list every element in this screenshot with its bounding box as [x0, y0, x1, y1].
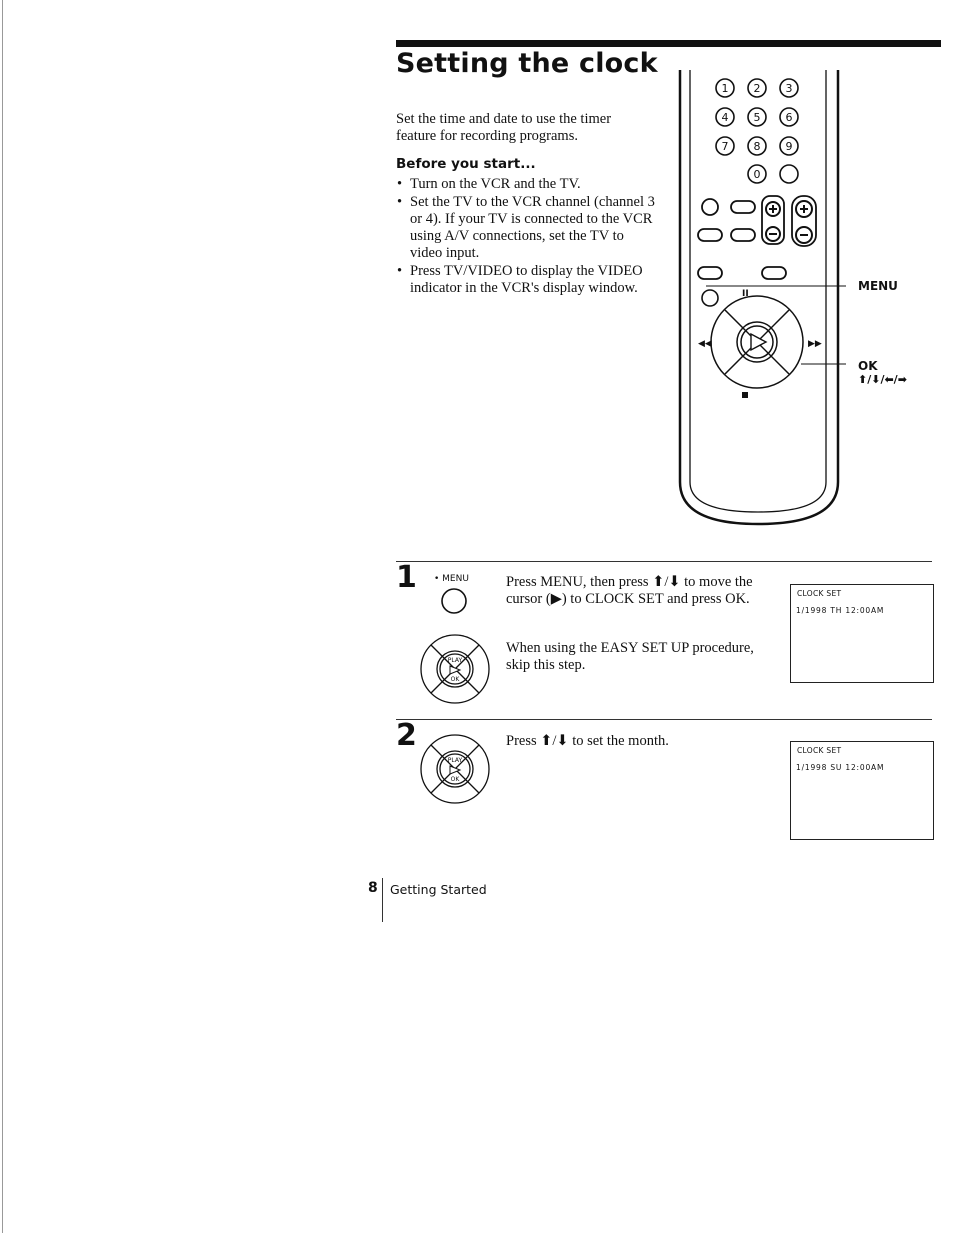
digit-8-label: 8 [753, 140, 761, 153]
page-title: Setting the clock [396, 48, 658, 79]
screen-value: 1/1998 SU 12:00AM [796, 763, 885, 772]
svg-text:▶▶: ▶▶ [808, 339, 822, 349]
heading-rule [396, 40, 941, 47]
ok-callout-label: OK [858, 359, 878, 373]
digit-6-label: 6 [785, 111, 793, 124]
prerequisite-list [396, 176, 656, 298]
jog-pad-icon [418, 632, 492, 706]
screen-value: 1/1998 TH 12:00AM [796, 606, 885, 615]
arrow-keys-callout: ⬆/⬇/⬅/➡ [858, 373, 907, 386]
digit-1-label: 1 [721, 82, 729, 95]
digit-9-label: 9 [785, 140, 793, 153]
digit-0-label: 0 [753, 168, 761, 181]
remote-control-illustration [676, 62, 846, 532]
screen-title: CLOCK SET [797, 746, 842, 755]
step-2-text: Press ⬆/⬇ to set the month. [506, 733, 669, 749]
menu-button-icon [440, 587, 470, 617]
svg-text:II: II [742, 289, 749, 299]
digit-5-label: 5 [753, 111, 761, 124]
jog-pad-icon [418, 732, 492, 806]
ok-label: OK [450, 776, 460, 783]
step-1-screen [790, 584, 934, 683]
digit-2-label: 2 [753, 82, 761, 95]
digit-4-label: 4 [721, 111, 729, 124]
list-item: • Turn on the VCR and the TV. [396, 176, 656, 193]
step-1-text: Press MENU, then press ⬆/⬇ to move the cursor (▶) to CLOCK SET and press OK. [506, 574, 753, 607]
play-label: PLAY [447, 657, 463, 664]
play-label: PLAY [447, 757, 463, 764]
menu-callout-label: MENU [858, 279, 898, 293]
page-edge-line [2, 0, 3, 1233]
step-2-rule [396, 719, 932, 720]
step-2-number: 2 [396, 718, 417, 753]
screen-title: CLOCK SET [797, 589, 842, 598]
page-number: 8 [368, 880, 378, 896]
section-label: Getting Started [390, 882, 487, 897]
list-item: • Press TV/VIDEO to display the VIDEO indicator in the VCR's display window. [396, 263, 656, 297]
menu-button-label: • MENU [434, 574, 469, 584]
ok-label: OK [450, 676, 460, 683]
step-1-number: 1 [396, 560, 417, 595]
list-item: • Set the TV to the VCR channel (channel 3 or 4). If your TV is connected to the VCR using A/V connections, set the TV to video input. [396, 194, 656, 262]
footer-divider [382, 878, 383, 922]
before-you-start-heading: Before you start... [396, 156, 536, 172]
digit-7-label: 7 [721, 140, 729, 153]
step-1-note: When using the EASY SET UP procedure, skip this step. [506, 640, 754, 673]
svg-text:◀◀: ◀◀ [698, 339, 712, 349]
digit-3-label: 3 [785, 82, 793, 95]
step-2-screen [790, 741, 934, 840]
step-1-rule [396, 561, 932, 562]
intro-text: Set the time and date to use the timer feature for recording programs. [396, 111, 612, 144]
